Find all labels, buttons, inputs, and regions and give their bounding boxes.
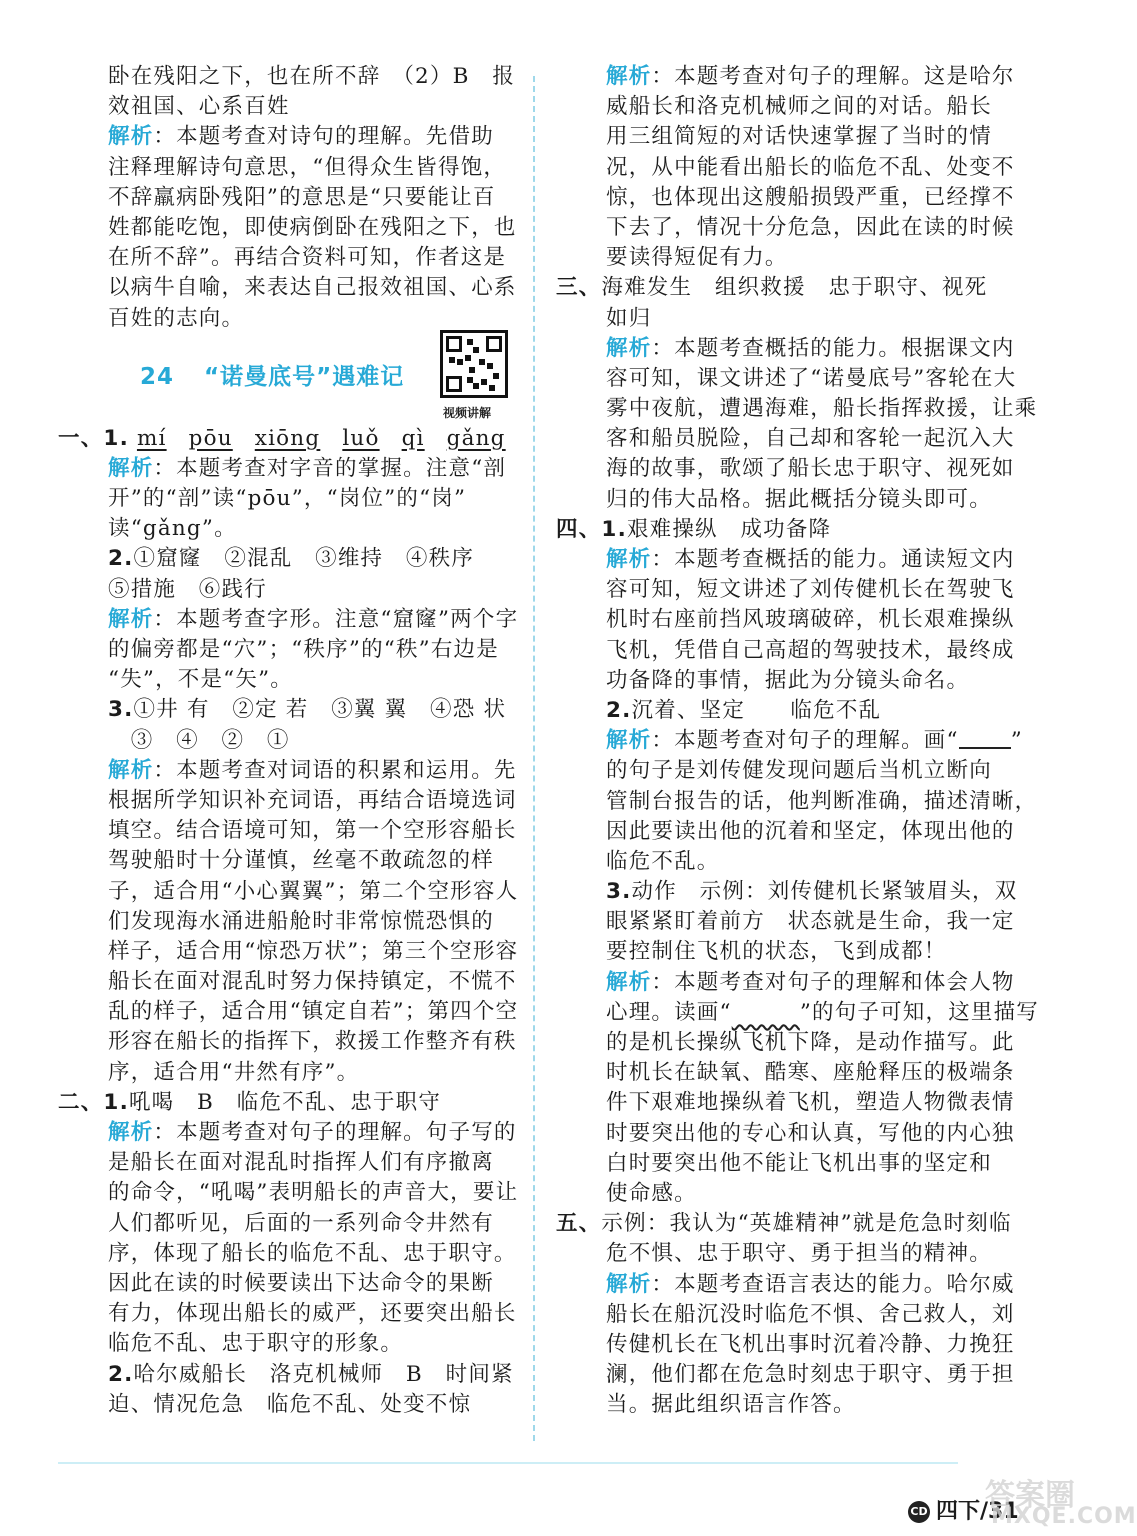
qr-module xyxy=(489,385,495,391)
line-text: 客和船员脱险，自己却和客轮一起沉入大 xyxy=(606,426,1015,452)
line-text: 时要突出他的专心和认真，写他的内心独 xyxy=(606,1120,1015,1146)
line-text: 管制台报告的话，他判断准确，描述清晰， xyxy=(606,788,1038,814)
section-number: 一、 xyxy=(58,425,104,451)
text-line xyxy=(556,394,1038,424)
line-text: 样子，适合用“惊恐万状”；第三个空形容 xyxy=(108,938,519,964)
analysis-label: 解析 xyxy=(108,757,154,783)
text-line xyxy=(58,1209,510,1239)
text-line xyxy=(58,846,510,876)
lesson-title xyxy=(140,358,404,391)
watermark-text: 答案圈 xyxy=(985,1478,1075,1513)
line-text: 子，适合用“小心翼翼”；第二个空形容人 xyxy=(108,878,519,904)
line-text: 不辞羸病卧残阳”的意思是“只要能让百 xyxy=(108,184,496,210)
text-line xyxy=(556,877,1018,907)
line-text: 雾中夜航，遭遇海难，船长指挥救援，让乘 xyxy=(606,396,1038,422)
line-text: ③ ④ ② ① xyxy=(108,727,290,753)
text-line xyxy=(58,786,517,816)
line-text: ：本题考查概括的能力。根据课文内 xyxy=(651,335,1015,361)
pinyin-word: luǒ xyxy=(342,425,380,451)
line-text: 是船长在面对混乱时指挥人们有序撤离 xyxy=(108,1150,494,1176)
qr-module xyxy=(467,377,473,383)
pinyin-word: mí xyxy=(136,425,167,451)
line-text: ：本题考查对句子的理解。这是哈尔 xyxy=(651,64,1015,89)
text-line xyxy=(58,1178,519,1208)
line-text: 的偏旁都是“穴”；“秩序”的“秩”右边是 xyxy=(108,637,499,662)
text-line xyxy=(556,153,1015,183)
text-line xyxy=(58,1269,510,1299)
text-line xyxy=(58,997,519,1027)
text-line xyxy=(556,62,1015,92)
qr-caption: 视频讲解 xyxy=(443,405,492,420)
text-line xyxy=(556,454,1015,484)
text-line xyxy=(58,937,519,967)
section-number: 三、 xyxy=(556,275,602,301)
text-line xyxy=(58,695,510,725)
analysis-label: 解析 xyxy=(108,1120,154,1145)
line-text: 白时要突出他不能让飞机出事的坚定和 xyxy=(606,1150,992,1176)
line-text: 以病牛自喻，来表达自己报效祖国、心系 xyxy=(108,275,517,301)
line-text: 要控制住飞机的状态，飞到成都！ xyxy=(606,939,947,965)
line-text: 序，体现了船长的临危不乱、忠于职守。 xyxy=(108,1240,517,1266)
text-line xyxy=(58,1118,517,1148)
line-text: 船长在船沉没时临危不惧、舍己救人，刘 xyxy=(606,1301,1015,1327)
analysis-label: 解析 xyxy=(108,124,154,150)
text-line xyxy=(556,1270,1015,1300)
qr-finder-mark xyxy=(446,336,462,352)
line-text: ” xyxy=(1010,728,1023,754)
line-text: 容可知，课文讲述了“诺曼底号”客轮在大 xyxy=(606,365,1017,391)
text-line xyxy=(556,485,1008,515)
line-text: 的是机长操纵飞机下降，是动作描写。此 xyxy=(606,1030,1015,1055)
line-text: 卧在残阳之下，也在所不辞 （2）B 报 xyxy=(108,64,516,89)
line-text: 件下艰难地操纵着飞机，塑造人物微表情 xyxy=(606,1090,1015,1116)
line-text: 海难发生 组织救援 忠于职守、视死 xyxy=(601,275,988,301)
text-line xyxy=(556,998,1040,1028)
pinyin-word: xiōng xyxy=(254,425,321,451)
text-line xyxy=(556,92,1008,122)
text-line xyxy=(58,877,519,907)
line-text: 当。据此组织语言作答。 xyxy=(606,1392,856,1418)
text-line xyxy=(556,636,1015,666)
text-line xyxy=(58,756,517,786)
line-text: 在所不辞”。再结合资料可知，作者这是 xyxy=(108,245,507,271)
line-text: 使命感。 xyxy=(606,1180,697,1206)
line-text: 如归 xyxy=(606,305,652,331)
text-line xyxy=(58,183,510,213)
text-line xyxy=(58,1390,510,1420)
analysis-label: 解析 xyxy=(606,335,652,361)
line-text: ：本题考查字形。注意“窟窿”两个字 xyxy=(153,606,519,632)
line-text: 根据所学知识补充词语，再结合语境选词 xyxy=(108,787,517,813)
text-line xyxy=(58,726,510,756)
text-line xyxy=(556,273,1008,303)
line-text: 沉着、坚定 临危不乱 xyxy=(631,697,882,723)
text-line xyxy=(556,364,1017,394)
line-text: 姓都能吃饱，即使病倒卧在残阳之下，也 xyxy=(108,214,517,240)
text-line xyxy=(556,666,1008,696)
text-line xyxy=(58,907,510,937)
text-line xyxy=(556,575,1015,605)
line-text: 效祖国、心系百姓 xyxy=(108,94,290,120)
line-text: 的句子是刘传健发现问题后当机立断向 xyxy=(606,758,992,784)
text-line xyxy=(58,605,519,635)
item-number: 2. xyxy=(606,697,632,723)
line-text: 的命令，“吼喝”表明船长的声音大，要让 xyxy=(108,1180,519,1206)
text-line xyxy=(556,1119,1015,1149)
text-line xyxy=(58,213,517,243)
line-text: 机时右座前挡风玻璃破碎，机长艰难操纵 xyxy=(606,607,1015,633)
line-text: 要读得短促有力。 xyxy=(606,245,788,271)
analysis-label: 解析 xyxy=(606,1271,652,1297)
bottom-rule xyxy=(58,1462,958,1464)
text-line xyxy=(556,1058,1015,1088)
line-text: 时机长在缺氧、酷寒、座舱释压的极端条 xyxy=(606,1060,1015,1086)
watermark-logo xyxy=(985,1470,1137,1530)
line-text: 传健机长在飞机出事时沉着冷静、力挽狂 xyxy=(606,1331,1015,1357)
line-text: 归的伟大品格。据此概括分镜头即可。 xyxy=(606,486,992,512)
text-line xyxy=(556,1390,1008,1420)
analysis-label: 解析 xyxy=(108,455,154,481)
line-text: 人们都听见，后面的一系列命令井然有 xyxy=(108,1210,494,1236)
text-line xyxy=(556,1088,1015,1118)
line-text: ①井 有 ②定 若 ③翼 翼 ④恐 状 xyxy=(133,697,507,723)
line-text: ：本题考查对句子的理解和体会人物 xyxy=(651,969,1015,995)
text-line xyxy=(58,967,517,997)
line-text: 威船长和洛克机械师之间的对话。船长 xyxy=(606,94,992,120)
text-line xyxy=(556,937,1008,967)
line-text: 乱的样子，适合用“镇定自若”；第四个空 xyxy=(108,999,519,1025)
line-text: 开”的“剖”读“pōu”，“岗位”的“岗” xyxy=(108,486,467,512)
text-line xyxy=(556,847,1008,877)
text-line xyxy=(58,575,510,605)
line-text: 读“gǎng”。 xyxy=(108,516,237,542)
line-text: ①窟窿 ②混乱 ③维持 ④秩序 xyxy=(133,546,475,572)
text-line xyxy=(556,1209,1012,1239)
line-text: 危不惧、忠于职守、勇于担当的精神。 xyxy=(606,1241,992,1267)
underline-blank xyxy=(959,733,1011,749)
text-line xyxy=(58,1239,517,1269)
line-text: 迫、情况危急 临危不乱、处变不惊 xyxy=(108,1391,472,1417)
line-text: 有力，体现出船长的威严，还要突出船长 xyxy=(108,1301,517,1327)
analysis-label: 解析 xyxy=(606,64,652,89)
text-line xyxy=(58,62,516,92)
text-line xyxy=(58,1360,514,1390)
line-text: ：本题考查概括的能力。通读短文内 xyxy=(651,547,1015,572)
line-text: 因此要读出他的沉着和坚定，体现出他的 xyxy=(606,818,1015,844)
item-number: 2. xyxy=(108,1361,134,1387)
text-line xyxy=(556,817,1015,847)
lesson-header xyxy=(58,334,510,424)
qr-module xyxy=(457,359,463,365)
item-number: 1. xyxy=(601,516,627,542)
line-text: 飞机，凭借自己高超的驾驶技术，最终成 xyxy=(606,637,1015,663)
text-line xyxy=(556,304,1008,334)
line-text: 海的故事，歌颂了船长忠于职守、视死如 xyxy=(606,456,1015,482)
text-line xyxy=(556,334,1015,364)
line-text: 们发现海水涌进船舱时非常惊慌恐惧的 xyxy=(108,908,494,934)
text-line xyxy=(556,696,1008,726)
text-line xyxy=(58,1088,510,1118)
line-text: 临危不乱。 xyxy=(606,848,720,874)
analysis-label: 解析 xyxy=(108,606,154,632)
line-text: 况，从中能看出船长的临危不乱、处变不 xyxy=(606,154,1015,180)
line-text: 百姓的志向。 xyxy=(108,305,245,331)
line-text: 临危不乱、忠于职守的形象。 xyxy=(108,1331,404,1357)
line-text: ⑤措施 ⑥践行 xyxy=(108,576,267,602)
item-number: 1. xyxy=(103,425,129,451)
line-text: ：本题考查对词语的积累和运用。先 xyxy=(153,757,517,783)
text-line xyxy=(556,1179,1008,1209)
text-line xyxy=(556,1239,1008,1269)
line-text: 澜，他们都在危急时刻忠于职守、勇于担 xyxy=(606,1362,1015,1388)
item-number: 3. xyxy=(606,879,632,905)
line-text: 惊，也体现出这艘船损毁严重，已经撑不 xyxy=(606,184,1015,210)
column-divider xyxy=(533,76,535,1441)
section-number: 五、 xyxy=(556,1211,602,1237)
section-number: 二、 xyxy=(58,1089,104,1115)
qr-module xyxy=(473,383,479,389)
qr-module xyxy=(479,359,485,365)
line-text: ：本题考查语言表达的能力。哈尔威 xyxy=(651,1271,1015,1297)
line-text: 驾驶船时十分谨慎，丝毫不敢疏忽的样 xyxy=(108,848,494,874)
text-line xyxy=(58,454,510,484)
text-line xyxy=(556,1360,1015,1390)
text-line xyxy=(556,1300,1015,1330)
text-line xyxy=(556,243,1008,273)
line-text: 序，适合用“井然有序”。 xyxy=(108,1059,360,1085)
pinyin-word: gǎng xyxy=(446,425,506,451)
line-text: “失”，不是“矢”。 xyxy=(108,667,293,693)
line-text: 下去了，情况十分危急，因此在读的时候 xyxy=(606,214,1015,240)
qr-finder-mark xyxy=(446,376,462,392)
text-line xyxy=(556,122,1008,152)
analysis-label: 解析 xyxy=(606,547,652,572)
qr-finder-mark xyxy=(486,336,502,352)
wavy-mark xyxy=(732,1000,800,1025)
line-text: 船长在面对混乱时努力保持镇定，不慌不 xyxy=(108,969,517,995)
qr-module xyxy=(449,357,455,363)
text-line xyxy=(58,153,510,183)
line-text: 功备降的事情，据此为分镜头命名。 xyxy=(606,667,970,693)
watermark-url: MXQE.COM xyxy=(991,1504,1137,1529)
text-line xyxy=(556,1330,1015,1360)
text-line xyxy=(556,515,1008,545)
lesson-number: 24 xyxy=(140,363,175,390)
right-column xyxy=(556,62,1040,1420)
qr-code-icon[interactable] xyxy=(440,330,508,398)
line-text: 动作 示例：刘传健机长紧皱眉头，双 xyxy=(631,879,1018,905)
analysis-label: 解析 xyxy=(606,969,652,995)
line-text: 用三组简短的对话快速掌握了当时的情 xyxy=(606,124,992,150)
text-line xyxy=(556,424,1015,454)
line-text: 心理。读画“ xyxy=(606,999,732,1025)
pinyin-word: qì xyxy=(401,425,425,451)
text-line xyxy=(58,1148,510,1178)
line-text: 艰难操纵 成功备降 xyxy=(626,516,832,542)
text-line xyxy=(58,122,510,152)
item-number: 2. xyxy=(108,546,134,572)
pinyin-answer-line xyxy=(58,424,510,454)
text-line xyxy=(58,816,517,846)
page-number: 四下/31 xyxy=(936,1499,1019,1524)
qr-module xyxy=(473,347,479,353)
line-text: ：本题考查对诗句的理解。先借助 xyxy=(153,124,494,150)
left-column xyxy=(58,62,519,1420)
line-text: 吼喝 B 临危不乱、忠于职守 xyxy=(128,1089,442,1115)
text-line xyxy=(556,183,1015,213)
item-number: 3. xyxy=(108,697,134,723)
lesson-title-text: “诺曼底号”遇难记 xyxy=(204,363,405,390)
line-text: ：本题考查对句子的理解。句子写的 xyxy=(153,1120,517,1145)
qr-module xyxy=(465,355,471,361)
qr-module xyxy=(469,367,475,373)
qr-module xyxy=(481,379,487,385)
text-line xyxy=(58,1058,510,1088)
text-line xyxy=(58,92,510,122)
text-line xyxy=(58,544,510,574)
text-line xyxy=(58,665,510,695)
qr-module xyxy=(487,363,493,369)
text-line xyxy=(58,514,510,544)
line-text: 哈尔威船长 洛克机械师 B 时间紧 xyxy=(133,1361,514,1387)
text-line xyxy=(58,243,510,273)
text-line xyxy=(556,726,1023,756)
text-line xyxy=(556,968,1015,998)
line-text: 眼紧紧盯着前方 状态就是生命，我一定 xyxy=(606,909,1015,935)
line-text: ”的句子可知，这里描写 xyxy=(799,999,1040,1025)
line-text: 容可知，短文讲述了刘传健机长在驾驶飞 xyxy=(606,577,1015,603)
text-line xyxy=(58,484,510,514)
analysis-label: 解析 xyxy=(606,728,652,754)
item-number: 1. xyxy=(103,1089,129,1115)
text-line xyxy=(58,1027,517,1057)
qr-module xyxy=(467,339,473,345)
text-line xyxy=(58,1329,510,1359)
text-line xyxy=(556,787,1038,817)
text-line xyxy=(556,545,1015,575)
qr-module xyxy=(493,373,499,379)
text-line xyxy=(556,1028,1015,1058)
pinyin-word: pōu xyxy=(188,425,233,451)
text-line xyxy=(556,605,1015,635)
line-text: ：本题考查对句子的理解。画“ xyxy=(651,728,959,754)
text-line xyxy=(58,273,517,303)
line-text: 填空。结合语境可知，第一个空形容船长 xyxy=(108,818,517,844)
section-number: 四、 xyxy=(556,516,602,542)
text-line xyxy=(58,635,510,665)
line-text: ：本题考查对字音的掌握。注意“剖 xyxy=(153,455,507,481)
text-line xyxy=(556,213,1015,243)
line-text: 示例：我认为“英雄精神”就是危急时刻临 xyxy=(601,1211,1012,1237)
text-line xyxy=(556,907,1015,937)
line-text: 注释理解诗句意思，“但得众生皆得饱， xyxy=(108,154,507,180)
line-text: 形容在船长的指挥下，救援工作整齐有秩 xyxy=(108,1029,517,1055)
edition-badge: CD xyxy=(908,1501,930,1523)
text-line xyxy=(58,1299,517,1329)
line-text: 因此在读的时候要读出下达命令的果断 xyxy=(108,1270,494,1296)
text-line xyxy=(556,1149,1008,1179)
text-line xyxy=(556,756,1008,786)
